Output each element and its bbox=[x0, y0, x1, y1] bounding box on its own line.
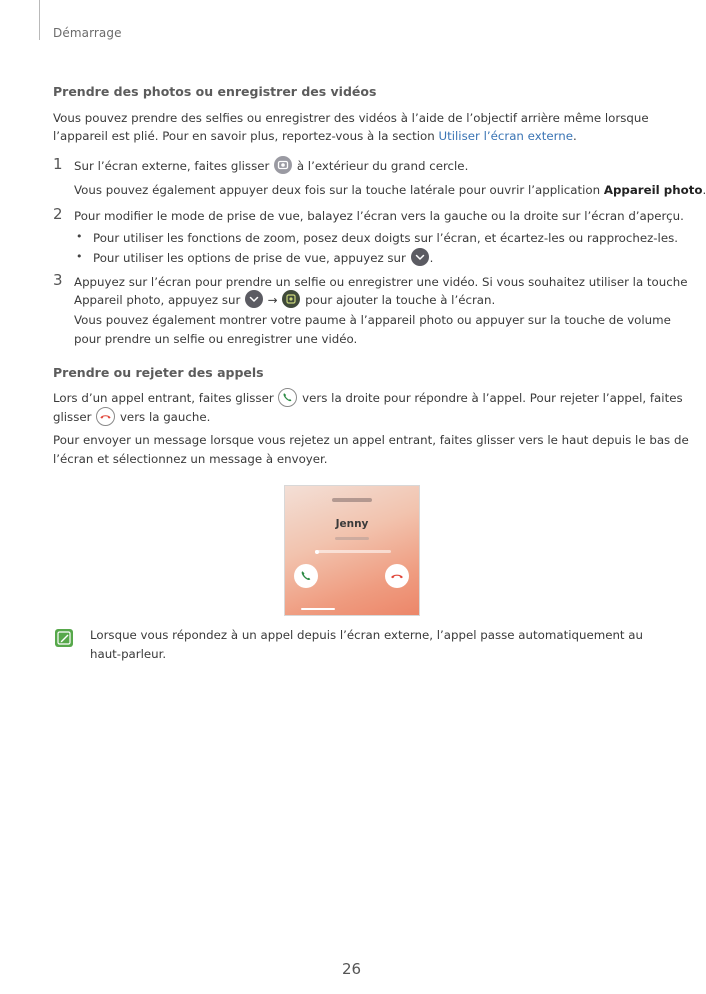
header-divider bbox=[39, 0, 40, 40]
calls-p1-d: vers la gauche. bbox=[116, 410, 211, 424]
section-title: Démarrage bbox=[53, 26, 122, 40]
call-slider-dot bbox=[315, 550, 319, 554]
calls-p1-b: vers la droite pour répondre à l’appel. Pour rejeter l’appel, faites bbox=[298, 391, 683, 405]
step-2-number: 2 bbox=[53, 205, 63, 223]
blurred-caller-number bbox=[335, 537, 369, 540]
calls-p1-line-1 bbox=[53, 389, 683, 408]
step-3-line-3: Vous pouvez également montrer votre paume à l’appareil photo ou appuyer sur la touche de volume bbox=[74, 313, 671, 327]
reject-call-icon bbox=[96, 407, 115, 426]
calls-p1-a: Lors d’un appel entrant, faites glisser bbox=[53, 391, 278, 405]
caller-name: Jenny bbox=[335, 518, 369, 530]
step-3-line-2-a: Appareil photo, appuyez sur bbox=[74, 293, 245, 307]
photos-intro-line-2 bbox=[53, 127, 577, 146]
step-3-number: 3 bbox=[53, 271, 63, 289]
blurred-status-text bbox=[332, 498, 372, 502]
calls-p2-line-1: Pour envoyer un message lorsque vous rejetez un appel entrant, faites glisser vers le haut depuis le bas de bbox=[53, 433, 689, 447]
external-screen-link[interactable]: Utiliser l’écran externe bbox=[438, 129, 573, 143]
camera-app-name: Appareil photo bbox=[603, 183, 703, 197]
calls-p1-line-2 bbox=[53, 408, 210, 427]
accept-call-button[interactable] bbox=[294, 564, 318, 588]
calls-heading: Prendre ou rejeter des appels bbox=[53, 365, 264, 380]
reject-call-icon bbox=[385, 564, 409, 588]
call-slider-track bbox=[315, 550, 391, 553]
calls-p2-line-2: l’écran et sélectionnez un message à envoyer. bbox=[53, 452, 328, 466]
note-line-2: haut-parleur. bbox=[90, 647, 167, 661]
note-icon bbox=[54, 628, 74, 648]
step-3-line-2 bbox=[74, 291, 495, 310]
camera-swipe-icon bbox=[274, 156, 292, 174]
arrow-right: → bbox=[267, 293, 278, 307]
add-camera-key-icon bbox=[282, 290, 300, 308]
note-line-1: Lorsque vous répondez à un appel depuis l’écran externe, l’appel passe automatiquement au bbox=[90, 628, 644, 642]
step-2-bullet-2-a: Pour utiliser les options de prise de vue, appuyez sur bbox=[93, 251, 410, 265]
bullet-dot-2: • bbox=[76, 250, 83, 263]
page-number: 26 bbox=[341, 960, 362, 978]
step-2-bullet-2-b: . bbox=[429, 251, 434, 265]
step-3-line-1: Appuyez sur l’écran pour prendre un selfie ou enregistrer une vidéo. Si vous souhaitez utiliser la touche bbox=[74, 275, 688, 289]
bullet-dot-1: • bbox=[76, 230, 83, 243]
step-1-number: 1 bbox=[53, 155, 63, 173]
photos-intro-line-1: Vous pouvez prendre des selfies ou enregistrer des vidéos à l’aide de l’objectif arrière même lorsque bbox=[53, 111, 649, 125]
incoming-call-screen bbox=[284, 485, 420, 616]
accept-call-icon bbox=[278, 388, 297, 407]
step-1-text-a: Sur l’écran externe, faites glisser bbox=[74, 159, 274, 173]
step-2-bullet-2 bbox=[93, 249, 433, 268]
photos-intro-end: . bbox=[572, 129, 577, 143]
chevron-down-icon bbox=[245, 290, 263, 308]
step-1-text bbox=[74, 157, 468, 176]
chevron-down-icon bbox=[411, 248, 429, 266]
reject-call-button[interactable] bbox=[385, 564, 409, 588]
accept-call-icon bbox=[294, 564, 318, 588]
calls-p1-c: glisser bbox=[53, 410, 96, 424]
home-indicator bbox=[301, 608, 335, 610]
step-3-line-2-b: pour ajouter la touche à l’écran. bbox=[301, 293, 496, 307]
step-1-sub bbox=[74, 181, 706, 200]
step-2-bullet-1: Pour utiliser les fonctions de zoom, posez deux doigts sur l’écran, et écartez-les ou rapprochez-les. bbox=[93, 231, 678, 245]
step-1-text-b: à l’extérieur du grand cercle. bbox=[293, 159, 469, 173]
step-2-text: Pour modifier le mode de prise de vue, balayez l’écran vers la gauche ou la droite sur l’écran d’aperçu. bbox=[74, 209, 684, 223]
step-1-sub-a: Vous pouvez également appuyer deux fois sur la touche latérale pour ouvrir l’application bbox=[74, 183, 604, 197]
photos-intro-text: l’appareil est plié. Pour en savoir plus, reportez-vous à la section bbox=[53, 129, 439, 143]
photos-heading: Prendre des photos ou enregistrer des vidéos bbox=[53, 84, 377, 99]
step-1-sub-b: . bbox=[702, 183, 706, 197]
step-3-line-4: pour prendre un selfie ou enregistrer une vidéo. bbox=[74, 332, 358, 346]
